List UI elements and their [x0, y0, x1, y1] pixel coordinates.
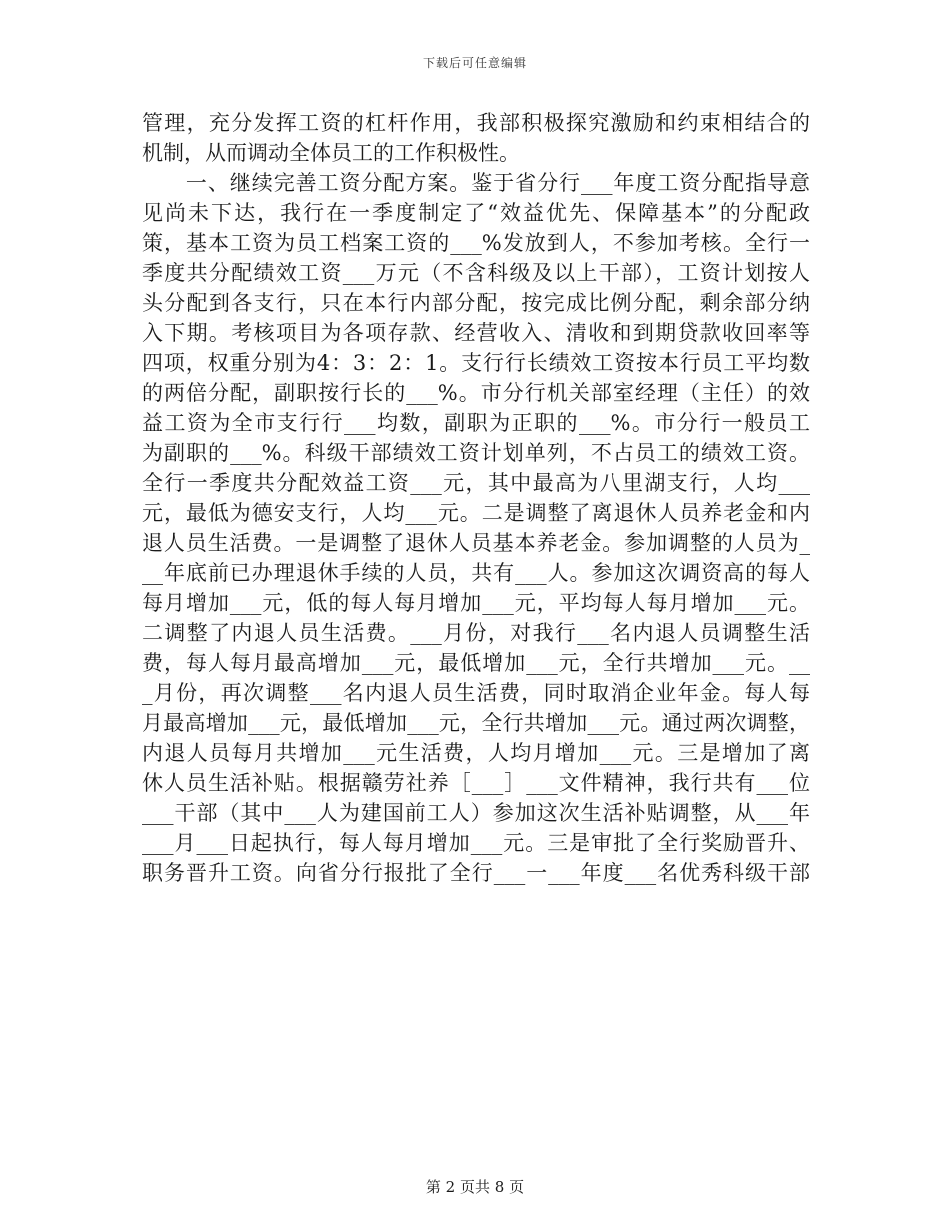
- text-line: 策，基本工资为员工档案工资的___%发放到人，不参加考核。全行一: [142, 231, 810, 255]
- text-line: 一、继续完善工资分配方案。鉴于省分行___年度工资分配指导意: [142, 171, 810, 195]
- text-line: _月份，再次调整___名内退人员生活费，同时取消企业年金。每人每: [142, 681, 810, 705]
- text-line: 的两倍分配，副职按行长的___%。市分行机关部室经理（主任）的效: [142, 381, 810, 405]
- text-line: 职务晋升工资。向省分行报批了全行___一___年度___名优秀科级干部: [142, 861, 810, 885]
- text-line: __年底前已办理退休手续的人员，共有___人。参加这次调资高的每人: [142, 561, 810, 585]
- text-line: 季度共分配绩效工资___万元（不含科级及以上干部），工资计划按人: [142, 261, 810, 285]
- text-line: ___干部（其中___人为建国前工人）参加这次生活补贴调整，从___年: [142, 801, 810, 825]
- text-line: 休人员生活补贴。根据赣劳社养［___］___文件精神，我行共有___位: [142, 771, 810, 795]
- document-body: [142, 108, 810, 888]
- text-line: 全行一季度共分配效益工资___元，其中最高为八里湖支行，人均___: [142, 471, 810, 495]
- text-line: 见尚未下达，我行在一季度制定了“效益优先、保障基本”的分配政: [142, 201, 810, 225]
- text-line: 退人员生活费。一是调整了退休人员基本养老金。参加调整的人员为_: [142, 531, 810, 555]
- page-header: 下载后可任意编辑: [422, 56, 527, 70]
- text-line: 四项，权重分别为4：3：2：1。支行行长绩效工资按本行员工平均数: [142, 351, 810, 375]
- text-line: 费，每人每月最高增加___元，最低增加___元，全行共增加___元。__: [142, 651, 810, 675]
- page-footer: 第 2 页共 8 页: [425, 1178, 525, 1196]
- text-line: 元，最低为德安支行，人均___元。二是调整了离退休人员养老金和内: [142, 501, 810, 525]
- text-line: 头分配到各支行，只在本行内部分配，按完成比例分配，剩余部分纳: [142, 291, 810, 315]
- text-line: ___月___日起执行，每人每月增加___元。三是审批了全行奖励晋升、: [142, 831, 810, 855]
- text-line: 月最高增加___元，最低增加___元，全行共增加___元。通过两次调整，: [142, 711, 810, 735]
- text-line: 二调整了内退人员生活费。___月份，对我行___名内退人员调整生活: [142, 621, 810, 645]
- text-line: 入下期。考核项目为各项存款、经营收入、清收和到期贷款收回率等: [142, 321, 810, 345]
- text-line: 为副职的___%。科级干部绩效工资计划单列，不占员工的绩效工资。: [142, 441, 810, 465]
- text-line: 机制，从而调动全体员工的工作积极性。: [142, 141, 520, 165]
- text-line: 每月增加___元，低的每人每月增加___元，平均每人每月增加___元。: [142, 591, 810, 615]
- text-line: 益工资为全市支行行___均数，副职为正职的___%。市分行一般员工: [142, 411, 810, 435]
- text-line: 内退人员每月共增加___元生活费，人均月增加___元。三是增加了离: [142, 741, 810, 765]
- text-line: 管理，充分发挥工资的杠杆作用，我部积极探究激励和约束相结合的: [142, 111, 810, 135]
